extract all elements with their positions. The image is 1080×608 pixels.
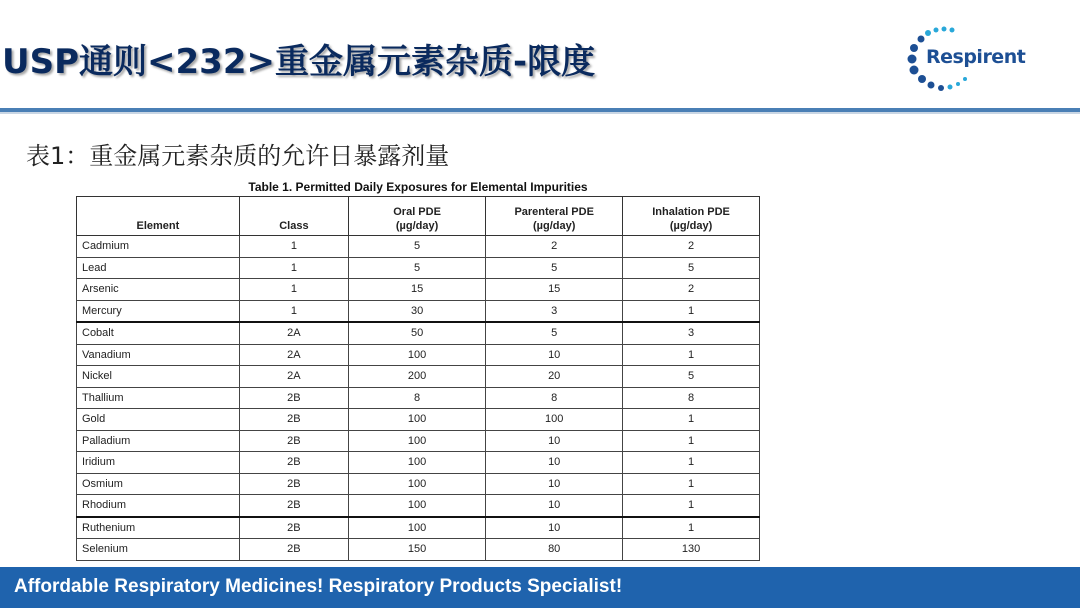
cell-element: Nickel (77, 366, 240, 388)
cell-class: 2B (239, 495, 348, 517)
cell-class: 2B (239, 452, 348, 474)
cell-class: 2A (239, 366, 348, 388)
table-subtitle: 表1：重金属元素杂质的允许日暴露剂量 (26, 142, 450, 170)
cell-element: Palladium (77, 430, 240, 452)
cell-element: Lead (77, 257, 240, 279)
table-caption: Table 1. Permitted Daily Exposures for Elemental Impurities (248, 180, 588, 194)
cell-inhalation: 1 (623, 473, 760, 495)
cell-class: 2A (239, 322, 348, 344)
cell-inhalation: 1 (623, 430, 760, 452)
cell-oral: 100 (348, 430, 485, 452)
cell-parenteral: 15 (486, 279, 623, 301)
table-row (77, 257, 760, 279)
cell-parenteral: 5 (486, 322, 623, 344)
title-divider-shadow (0, 112, 1080, 114)
table-row (77, 473, 760, 495)
table-row (77, 236, 760, 258)
cell-parenteral: 10 (486, 344, 623, 366)
cell-oral: 100 (348, 473, 485, 495)
cell-inhalation: 1 (623, 344, 760, 366)
cell-element: Osmium (77, 473, 240, 495)
table-row (77, 452, 760, 474)
cell-element: Vanadium (77, 344, 240, 366)
cell-inhalation: 1 (623, 495, 760, 517)
table-row (77, 430, 760, 452)
cell-class: 2B (239, 473, 348, 495)
cell-parenteral: 80 (486, 539, 623, 561)
cell-inhalation: 1 (623, 452, 760, 474)
cell-class: 2B (239, 539, 348, 561)
cell-element: Gold (77, 409, 240, 431)
header-parenteral-pde (486, 197, 623, 236)
header-inhalation-pde-label: Inhalation PDE (652, 206, 730, 218)
header-class: Class (239, 197, 348, 236)
cell-element: Mercury (77, 300, 240, 322)
cell-element: Ruthenium (77, 517, 240, 539)
table-row (77, 495, 760, 517)
cell-inhalation: 1 (623, 409, 760, 431)
cell-oral: 100 (348, 495, 485, 517)
header-inhalation-pde (623, 197, 760, 236)
cell-inhalation: 5 (623, 257, 760, 279)
cell-element: Thallium (77, 387, 240, 409)
cell-parenteral: 3 (486, 300, 623, 322)
table-row (77, 539, 760, 561)
table-row (77, 366, 760, 388)
header-element: Element (77, 197, 240, 236)
cell-oral: 100 (348, 344, 485, 366)
cell-parenteral: 10 (486, 452, 623, 474)
table-row (77, 279, 760, 301)
cell-parenteral: 100 (486, 409, 623, 431)
cell-parenteral: 10 (486, 495, 623, 517)
cell-oral: 100 (348, 452, 485, 474)
slide-title: USP通则<232>重金属元素杂质-限度 (2, 42, 596, 82)
cell-oral: 50 (348, 322, 485, 344)
cell-inhalation: 8 (623, 387, 760, 409)
table-row (77, 300, 760, 322)
pde-table (76, 196, 760, 561)
header-parenteral-pde-unit: (µg/day) (532, 220, 576, 232)
cell-oral: 100 (348, 409, 485, 431)
cell-element: Selenium (77, 539, 240, 561)
cell-inhalation: 2 (623, 236, 760, 258)
table-row (77, 409, 760, 431)
cell-element: Iridium (77, 452, 240, 474)
cell-oral: 15 (348, 279, 485, 301)
cell-inhalation: 1 (623, 517, 760, 539)
cell-parenteral: 10 (486, 473, 623, 495)
cell-oral: 8 (348, 387, 485, 409)
cell-inhalation: 1 (623, 300, 760, 322)
cell-inhalation: 130 (623, 539, 760, 561)
cell-element: Cadmium (77, 236, 240, 258)
table-row (77, 517, 760, 539)
cell-oral: 200 (348, 366, 485, 388)
table-row (77, 322, 760, 344)
table-row (77, 387, 760, 409)
logo-text: Respirent (926, 46, 1026, 68)
cell-oral: 100 (348, 517, 485, 539)
cell-parenteral: 20 (486, 366, 623, 388)
header-oral-pde (348, 197, 485, 236)
cell-class: 2A (239, 344, 348, 366)
cell-class: 1 (239, 300, 348, 322)
header-parenteral-pde-label: Parenteral PDE (514, 206, 594, 218)
cell-parenteral: 8 (486, 387, 623, 409)
cell-inhalation: 3 (623, 322, 760, 344)
cell-class: 2B (239, 517, 348, 539)
cell-oral: 30 (348, 300, 485, 322)
cell-element: Arsenic (77, 279, 240, 301)
cell-inhalation: 5 (623, 366, 760, 388)
cell-class: 2B (239, 430, 348, 452)
table-header-row (77, 197, 760, 236)
respirent-logo (902, 24, 1032, 94)
cell-parenteral: 5 (486, 257, 623, 279)
header-inhalation-pde-unit: (µg/day) (669, 220, 713, 232)
cell-oral: 150 (348, 539, 485, 561)
footer-banner (0, 567, 1080, 608)
header-oral-pde-unit: (µg/day) (395, 220, 439, 232)
cell-parenteral: 10 (486, 430, 623, 452)
cell-oral: 5 (348, 236, 485, 258)
cell-parenteral: 2 (486, 236, 623, 258)
table-row (77, 344, 760, 366)
footer-slogan: Affordable Respiratory Medicines! Respiratory Products Specialist! (14, 576, 623, 597)
cell-oral: 5 (348, 257, 485, 279)
header-oral-pde-label: Oral PDE (393, 206, 441, 218)
cell-element: Cobalt (77, 322, 240, 344)
cell-class: 1 (239, 257, 348, 279)
cell-parenteral: 10 (486, 517, 623, 539)
cell-inhalation: 2 (623, 279, 760, 301)
cell-class: 1 (239, 236, 348, 258)
cell-class: 2B (239, 409, 348, 431)
cell-element: Rhodium (77, 495, 240, 517)
cell-class: 1 (239, 279, 348, 301)
cell-class: 2B (239, 387, 348, 409)
